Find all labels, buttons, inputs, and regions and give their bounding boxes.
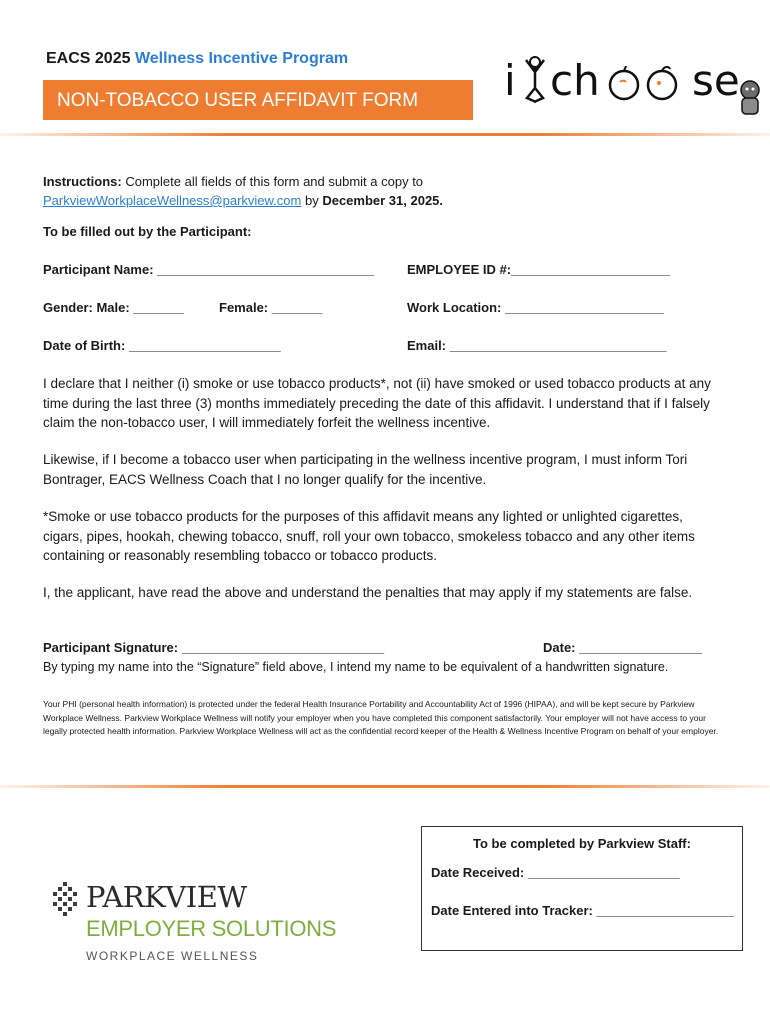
gender-male-field[interactable]: Gender: Male: _______ xyxy=(43,300,184,315)
gender-female-field[interactable]: Female: _______ xyxy=(219,300,323,315)
program-title xyxy=(46,50,348,68)
date-of-birth-field[interactable]: Date of Birth: _____________________ xyxy=(43,338,281,353)
employee-id-field[interactable]: EMPLOYEE ID #:______________________ xyxy=(407,262,671,277)
logo-letters-se: se xyxy=(692,56,740,105)
email-field[interactable]: Email: ______________________________ xyxy=(407,338,667,353)
fruit-oo-icon xyxy=(606,66,690,102)
program-year: EACS 2025 xyxy=(46,50,131,67)
staff-use-box xyxy=(421,826,743,951)
likewise-paragraph: Likewise, if I become a tobacco user when participating in the wellness incentive program, I must inform Tori Bontrager, EACS Wellness Coach that I no longer qualify for the incentive. xyxy=(43,452,688,487)
parkview-diamond-icon xyxy=(50,882,80,918)
ichoose-logo xyxy=(500,52,765,120)
signature-note: By typing my name into the “Signature” field above, I intend my name to be equivalent of a handwritten signature. xyxy=(43,660,669,674)
footer-divider xyxy=(0,785,770,788)
tobacco-definition-paragraph: *Smoke or use tobacco products for the purposes of this affidavit means any lighted or unlighted cigarettes, cigars, pipes, hookah, chewing tobacco, snuff, roll your own tobacco, smokeless tobacco and any other items containing or reasonably resembling tobacco or tobacco products. xyxy=(43,509,695,563)
signature-date-field[interactable]: Date: _________________ xyxy=(543,640,703,655)
form-title-banner: NON-TOBACCO USER AFFIDAVIT FORM xyxy=(43,80,473,120)
date-received-field[interactable]: Date Received: _____________________ xyxy=(431,865,680,880)
participant-section-heading: To be filled out by the Participant: xyxy=(43,224,252,239)
phi-notice: Your PHI (personal health information) is protected under the federal Health Insurance Portability and Accountability Act of 1996 (HIPAA), and will be kept secure by Parkview Workplace Wellness. Parkview Workplace Wellness will notify your employer when you have completed this component satisfactorily. Your employer will not have access to your legally protected health information. Parkview Workplace Wellness will act as the confidential record keeper of the Health & Wellness Incentive Program on behalf of your employer. xyxy=(43,699,719,736)
instructions-text: Complete all fields of this form and submit a copy to xyxy=(121,174,424,189)
acknowledgement-paragraph: I, the applicant, have read the above and understand the penalties that may apply if my statements are false. xyxy=(43,585,693,600)
header-divider xyxy=(0,133,770,136)
submission-email-link[interactable]: ParkviewWorkplaceWellness@parkview.com xyxy=(43,193,302,208)
parkview-employer-solutions: EMPLOYER SOLUTIONS xyxy=(86,916,337,941)
work-location-field[interactable]: Work Location: ______________________ xyxy=(407,300,665,315)
instructions-label: Instructions: xyxy=(43,174,122,189)
parkview-workplace-wellness: WORKPLACE WELLNESS xyxy=(86,949,259,963)
participant-name-field[interactable]: Participant Name: ______________________________ xyxy=(43,262,375,277)
staff-box-heading: To be completed by Parkview Staff: xyxy=(473,836,691,851)
yoga-figure-icon xyxy=(522,54,548,114)
submission-deadline: December 31, 2025. xyxy=(322,193,444,208)
participant-signature-field[interactable]: Participant Signature: ____________________________ xyxy=(43,640,385,655)
program-name: Wellness Incentive Program xyxy=(134,50,349,67)
logo-letter-i: i xyxy=(504,56,516,105)
instructions-by: by xyxy=(301,193,323,208)
instructions xyxy=(43,172,723,210)
parkview-name: PARKVIEW xyxy=(86,880,247,914)
mascot-icon xyxy=(736,78,764,118)
date-entered-tracker-field[interactable]: Date Entered into Tracker: ___________________ xyxy=(431,903,734,918)
logo-letters-ch: ch xyxy=(550,56,600,105)
parkview-logo xyxy=(50,880,350,970)
declaration-paragraph: I declare that I neither (i) smoke or use tobacco products*, not (ii) have smoked or used tobacco products at any time during the last three (3) months immediately preceding the date of this affidavit. I understand that if I falsely claim the non-tobacco user, I will immediately forfeit the wellness incentive. xyxy=(43,376,711,430)
